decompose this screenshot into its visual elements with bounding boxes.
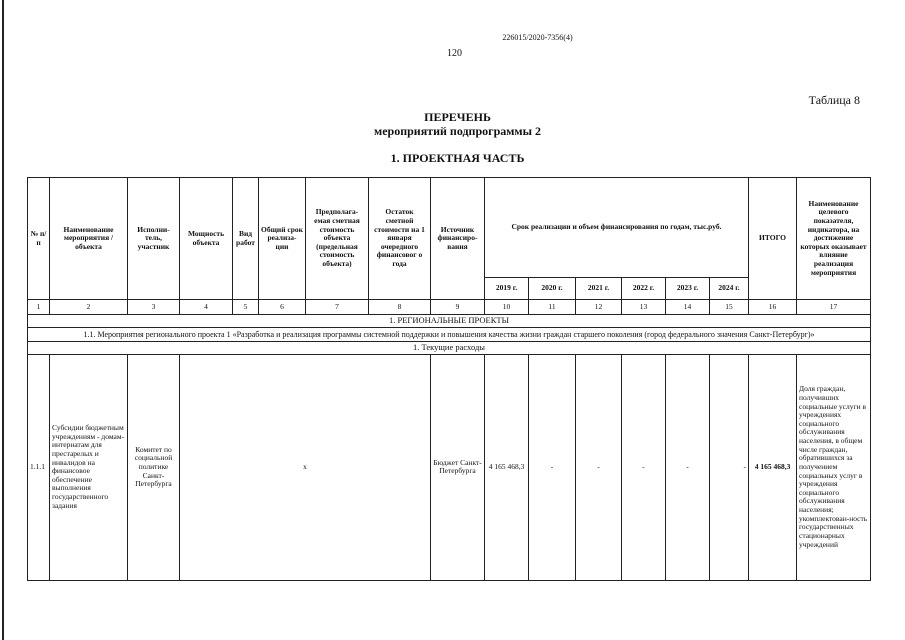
table-label: Таблица 8 bbox=[808, 93, 860, 107]
column-number: 16 bbox=[749, 300, 797, 315]
header-work-type: Вид работ bbox=[233, 178, 259, 300]
column-number: 5 bbox=[233, 300, 259, 315]
header-executor: Исполни-тель, участник bbox=[128, 178, 180, 300]
header-est-cost: Предполага-емая сметная стоимость объекта (предельная стоимость объекта) bbox=[306, 178, 369, 300]
column-numbers-row bbox=[28, 300, 871, 315]
row-2024: - bbox=[710, 354, 749, 580]
header-year: 2024 г. bbox=[710, 278, 749, 300]
header-capacity: Мощность объекта bbox=[180, 178, 233, 300]
row-2021: - bbox=[576, 354, 622, 580]
header-indicator: Наименование целевого показателя, индикатора, на достижение которых оказывает влияние реализация мероприятия bbox=[797, 178, 871, 300]
header-year: 2020 г. bbox=[529, 278, 576, 300]
row-merged-x: х bbox=[180, 354, 431, 580]
header-period-group: Срок реализации и объем финансирования по годам, тыс.руб. bbox=[485, 178, 749, 278]
column-number: 12 bbox=[576, 300, 622, 315]
title-subprogram: мероприятий подпрограммы 2 bbox=[374, 124, 541, 138]
page-edge-line bbox=[2, 0, 4, 640]
row-num: 1.1.1 bbox=[28, 354, 50, 580]
column-number: 13 bbox=[622, 300, 666, 315]
column-number: 9 bbox=[431, 300, 485, 315]
header-remaining: Остаток сметной стоимости на 1 января очередного финансовог о года bbox=[369, 178, 431, 300]
row-executor: Комитет по социальной политике Санкт-Петербурга bbox=[128, 354, 180, 580]
column-number: 11 bbox=[529, 300, 576, 315]
row-name: Субсидии бюджетным учреждениям - домам-интернатам для престарелых и инвалидов на финансовое обеспечение выполнения государственного задания bbox=[50, 354, 128, 580]
column-number: 17 bbox=[797, 300, 871, 315]
row-2020: - bbox=[529, 354, 576, 580]
row-2019: 4 165 468,3 bbox=[485, 354, 529, 580]
section-title: 1. ПРОЕКТНАЯ ЧАСТЬ bbox=[390, 151, 525, 165]
title-list: ПЕРЕЧЕНЬ bbox=[424, 110, 491, 124]
table-row bbox=[28, 354, 871, 580]
row-indicator: Доля граждан, получивших социальные услуги в учреждениях социального обслуживания населения, в общем числе граждан, обратившихся за получением социальных услуг в учреждения социального обслуживания населения; укомплектован-ность государственных стационарных учреждений bbox=[797, 354, 871, 580]
header-total: ИТОГО bbox=[749, 178, 797, 300]
row-source: Бюджет Санкт-Петербурга bbox=[431, 354, 485, 580]
document-code: 226015/2020-7356(4) bbox=[502, 33, 573, 42]
header-source: Источник финансиро-вания bbox=[431, 178, 485, 300]
column-number: 2 bbox=[50, 300, 128, 315]
column-number: 4 bbox=[180, 300, 233, 315]
subsection-1-1: 1.1. Мероприятия регионального проекта 1 «Разработка и реализация программы системной поддержки и повышения качества жизни граждан старшего поколения (город федерального значения Санкт-Петербург)» bbox=[28, 327, 871, 341]
header-year: 2021 г. bbox=[576, 278, 622, 300]
column-number: 3 bbox=[128, 300, 180, 315]
header-year: 2023 г. bbox=[666, 278, 710, 300]
column-number: 1 bbox=[28, 300, 50, 315]
column-number: 7 bbox=[306, 300, 369, 315]
row-2023: - bbox=[666, 354, 710, 580]
header-year: 2019 г. bbox=[485, 278, 529, 300]
row-total: 4 165 468,3 bbox=[749, 354, 797, 580]
column-number: 8 bbox=[369, 300, 431, 315]
column-number: 6 bbox=[259, 300, 306, 315]
header-num: № п/п bbox=[28, 178, 50, 300]
activities-table bbox=[27, 177, 871, 581]
column-number: 15 bbox=[710, 300, 749, 315]
column-number: 10 bbox=[485, 300, 529, 315]
current-expenses-heading: 1. Текущие расходы bbox=[28, 341, 871, 354]
header-year: 2022 г. bbox=[622, 278, 666, 300]
page-number: 120 bbox=[447, 48, 462, 59]
row-2022: - bbox=[622, 354, 666, 580]
section-regional-projects: 1. РЕГИОНАЛЬНЫЕ ПРОЕКТЫ bbox=[28, 315, 871, 328]
column-number: 14 bbox=[666, 300, 710, 315]
header-name: Наименование мероприятия / объекта bbox=[50, 178, 128, 300]
header-term: Общий срок реализа-ции bbox=[259, 178, 306, 300]
